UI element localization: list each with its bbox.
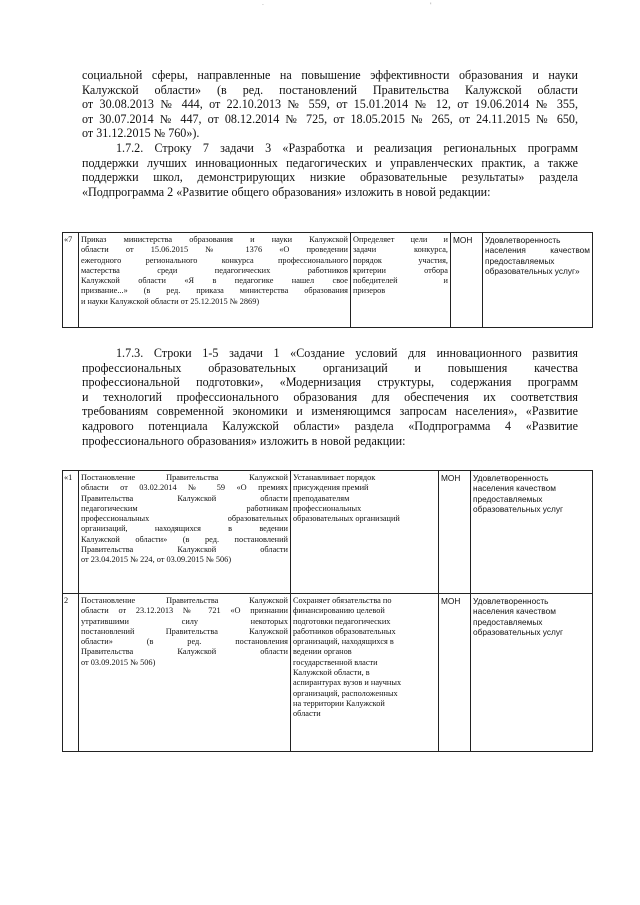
cell-line: Калужской области, в <box>293 668 370 678</box>
cell-line: предоставляемых <box>485 255 555 266</box>
row-number: «7 <box>63 233 79 328</box>
text-line: требованиям современной экономики и изменяющимся запросам населения», «Развитие <box>82 404 578 419</box>
document-cell <box>79 594 291 752</box>
cell-line: области от 03.02.2014 № 59 «О премиях <box>81 483 288 493</box>
text-line: Калужской области» (в ред. постановлений Правительства Калужской области <box>82 82 578 97</box>
cell-line: присуждения премий <box>293 483 369 493</box>
cell-line: Правительства Калужской области <box>81 647 288 657</box>
cell-line: преподавателям <box>293 493 350 503</box>
cell-line: Правительства Калужской области <box>81 545 288 555</box>
cell-line: Определяет цели и <box>353 235 448 244</box>
cell-line: организаций, расположенных <box>293 688 398 698</box>
table-subprogram-2 <box>62 232 593 328</box>
table-row <box>63 594 593 752</box>
cell-line: подготовки педагогических <box>293 616 391 626</box>
result-cell <box>471 471 593 594</box>
text-line: «Подпрограмма 2 «Развитие общего образования» изложить в новой редакции: <box>82 184 491 199</box>
table-row <box>63 233 593 328</box>
cell-line: победителей и <box>353 276 448 286</box>
cell-line: и науки Калужской области от 25.12.2015 № 2869) <box>81 296 260 306</box>
text-line: профессиональных образовательных организаций и повышения качества <box>82 360 578 375</box>
cell-line: Калужской области» (в ред. постановлений <box>81 534 288 544</box>
cell-line: призеров <box>353 286 386 296</box>
cell-line: от 03.09.2015 № 506) <box>81 657 156 667</box>
cell-line: государственной власти <box>293 657 378 667</box>
cell-line: Постановление Правительства Калужской <box>81 596 288 605</box>
cell-line: образовательных услуг <box>473 626 564 637</box>
cell-line: постановлений Правительства Калужской <box>81 626 288 636</box>
table-row <box>63 471 593 594</box>
cell-line: области от 15.06.2015 № 1376 «О проведении <box>81 245 348 255</box>
cell-line: области <box>293 709 321 719</box>
text-line: кадрового потенциала Калужской области» раздела «Подпрограмма 4 «Развитие <box>82 418 578 433</box>
cell-line: мастерства среди педагогических работников <box>81 265 348 275</box>
purpose-cell <box>291 471 439 594</box>
cell-line: профессиональных образовательных <box>81 514 288 524</box>
text-line: профессиональной подготовки», «Модернизация структуры, содержания программ <box>82 375 578 390</box>
section-1-7-3-paragraph <box>82 346 578 448</box>
text-line: и технологий профессионального образования для обеспечения их соответствия <box>82 389 578 404</box>
intro-paragraph <box>82 68 578 141</box>
cell-line: Постановление Правительства Калужской <box>81 473 288 482</box>
cell-line: Сохраняет обязательства по <box>293 596 392 605</box>
cell-line: утратившими силу некоторых <box>81 616 288 626</box>
cell-line: Удовлетворенность <box>473 473 549 483</box>
text-line: социальной сферы, направленные на повышение эффективности образования и науки <box>82 68 578 82</box>
cell-line: образовательных организаций <box>293 514 400 524</box>
purpose-cell <box>351 233 451 328</box>
scan-artifact-tick: ' <box>430 2 432 9</box>
cell-line: Устанавливает порядок <box>293 473 376 482</box>
cell-line: на территории Калужской <box>293 698 385 708</box>
text-line: поддержки школ, демонстрирующих низкие образовательные результаты» раздела <box>82 170 578 185</box>
text-line: профессионального образования» изложить в новой редакции: <box>82 433 406 448</box>
text-line: 1.7.2. Строку 7 задачи 3 «Разработка и реализация региональных программ <box>116 141 578 155</box>
document-cell <box>79 233 351 328</box>
cell-line: населения качеством <box>473 483 556 494</box>
section-1-7-2-paragraph <box>82 141 578 199</box>
cell-line: аспирантурах вузов и научных <box>293 678 402 688</box>
cell-line: области» (в ред. постановления <box>81 637 288 647</box>
cell-line: предоставляемых <box>473 493 543 504</box>
cell-line: области от 23.12.2013 № 721 «О признании <box>81 606 288 616</box>
cell-line: финансированию целевой <box>293 606 385 616</box>
text-line: 1.7.3. Строки 1-5 задачи 1 «Создание условий для инновационного развития <box>116 346 578 360</box>
text-line: от 30.08.2013 № 444, от 22.10.2013 № 559, от 15.01.2014 № 12, от 19.06.2014 № 355, <box>82 97 578 112</box>
purpose-cell <box>291 594 439 752</box>
row-number: 2 <box>63 594 79 752</box>
table-subprogram-4 <box>62 470 593 752</box>
cell-line: от 23.04.2015 № 224, от 03.09.2015 № 506) <box>81 555 232 565</box>
cell-line: критерии отбора <box>353 265 448 275</box>
cell-line: работников образовательных <box>293 626 396 636</box>
cell-line: призвание...» (в ред. приказа министерства образования <box>81 286 348 296</box>
cell-line: организаций, находящихся в ведении <box>81 524 288 534</box>
cell-line: профессиональных <box>293 503 362 513</box>
cell-line: порядок участия, <box>353 255 448 265</box>
result-cell <box>483 233 593 328</box>
text-line: от 30.07.2014 № 447, от 08.12.2014 № 725, от 18.05.2015 № 265, от 24.11.2015 № 650, <box>82 111 578 126</box>
organization-cell: МОН <box>439 594 471 752</box>
result-cell <box>471 594 593 752</box>
cell-line: населения качеством <box>485 245 590 256</box>
cell-line: ежегодного регионального конкурса профессионального <box>81 255 348 265</box>
cell-line: населения качеством <box>473 606 556 617</box>
cell-line: педагогическим работникам <box>81 503 288 513</box>
scan-artifact-dot: · <box>262 2 264 9</box>
cell-line: образовательных услуг <box>473 503 564 514</box>
cell-line: предоставляемых <box>473 616 543 627</box>
document-cell <box>79 471 291 594</box>
cell-line: образовательных услуг» <box>485 265 580 276</box>
cell-line: Правительства Калужской области <box>81 493 288 503</box>
cell-line: Удовлетворенность <box>473 596 549 606</box>
cell-line: Калужской области «Я в педагогике нашел свое <box>81 276 348 286</box>
organization-cell: МОН <box>451 233 483 328</box>
cell-line: Удовлетворенность <box>485 235 561 245</box>
cell-line: организаций, находящихся в <box>293 637 394 647</box>
text-line: поддержки лучших инновационных педагогических и управленческих практик, а также <box>82 155 578 170</box>
cell-line: задачи конкурса, <box>353 245 448 255</box>
organization-cell: МОН <box>439 471 471 594</box>
text-line: от 31.12.2015 № 760»). <box>82 126 200 141</box>
cell-line: ведении органов <box>293 647 352 657</box>
cell-line: Приказ министерства образования и науки Калужской <box>81 235 348 244</box>
row-number: «1 <box>63 471 79 594</box>
